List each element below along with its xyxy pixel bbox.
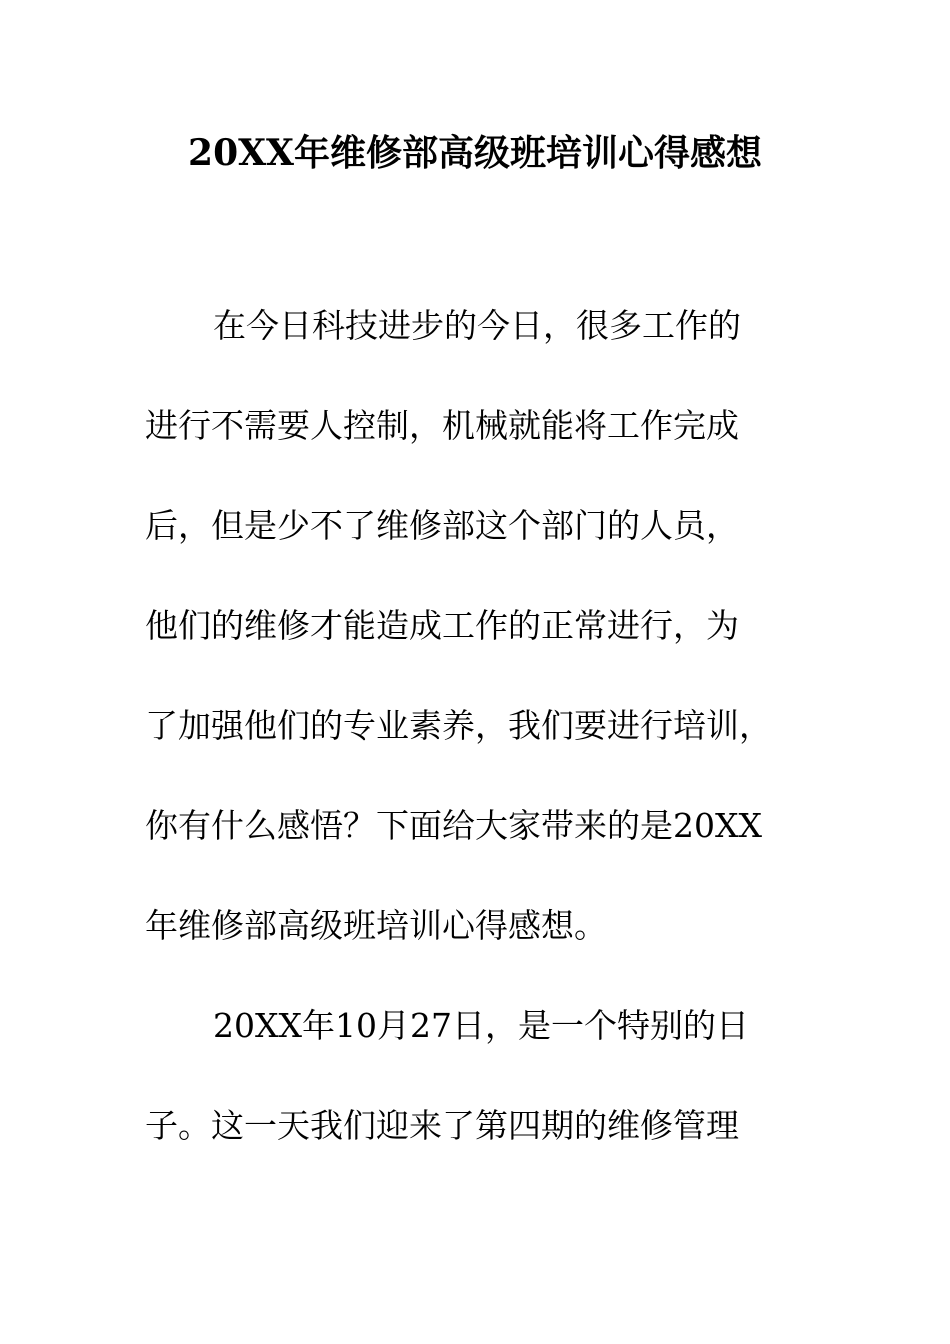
paragraph-1-line-5: 了加强他们的专业素养，我们要进行培训， <box>145 706 772 745</box>
document-title: 20XX年维修部高级班培训心得感想 <box>188 132 762 174</box>
paragraph-1-line-1: 在今日科技进步的今日，很多工作的 <box>213 306 741 345</box>
paragraph-1-line-6: 你有什么感悟？下面给大家带来的是20XX <box>145 806 762 845</box>
paragraph-1-line-3: 后，但是少不了维修部这个部门的人员， <box>145 506 739 545</box>
paragraph-2-line-1: 20XX年10月27日，是一个特别的日 <box>213 1006 749 1045</box>
paragraph-1-line-7: 年维修部高级班培训心得感想。 <box>145 906 607 945</box>
paragraph-2-line-2: 子。这一天我们迎来了第四期的维修管理 <box>145 1106 739 1145</box>
paragraph-1-line-2: 进行不需要人控制，机械就能将工作完成 <box>145 406 739 445</box>
paragraph-1-line-4: 他们的维修才能造成工作的正常进行，为 <box>145 606 739 645</box>
